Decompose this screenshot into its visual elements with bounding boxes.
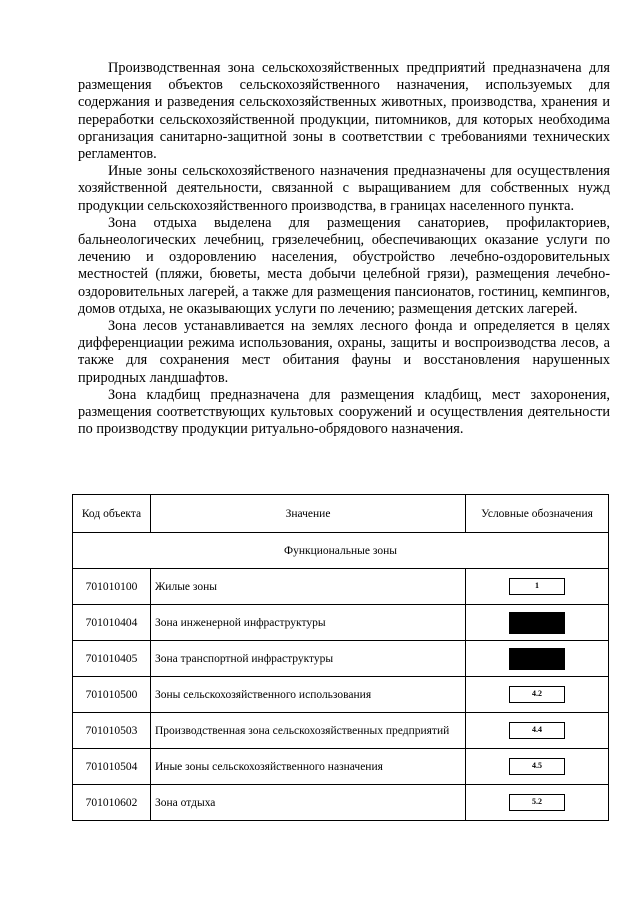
legend-symbol-filled: [509, 648, 565, 670]
document-body: [78, 60, 610, 438]
row-symbol-cell: [466, 677, 609, 713]
row-value: Производственная зона сельскохозяйственных предприятий: [151, 713, 466, 749]
row-code: 701010504: [73, 749, 151, 785]
table-row: [73, 569, 609, 605]
row-symbol-cell: [466, 641, 609, 677]
paragraph-forest-zone: Зона лесов устанавливается на землях лесного фонда и определяется в целях дифференциации режима использования, охраны, защиты и воспроизводства лесов, а также для сохранения мест обитания фауны и восстановления нарушенных природных ландшафтов.: [78, 318, 610, 386]
row-code: 701010503: [73, 713, 151, 749]
row-value: Иные зоны сельскохозяйственного назначения: [151, 749, 466, 785]
row-symbol-cell: [466, 605, 609, 641]
row-code: 701010602: [73, 785, 151, 821]
paragraph-recreation-zone: Зона отдыха выделена для размещения санаториев, профилакториев, бальнеологических лечебниц, грязелечебниц, обеспечивающих оказание услуги по лечению и оздоровлению населения, обустройство лечебно-оздоровительных местностей (пляжи, бюветы, места добычи целебной грязи), размещения лечебно-оздоровительных лагерей, а также для размещения пансионатов, гостиниц, кемпингов, домов отдыха, не оказывающих услуги по лечению; размещения детских лагерей.: [78, 214, 610, 317]
row-code: 701010404: [73, 605, 151, 641]
row-value: Зона транспортной инфраструктуры: [151, 641, 466, 677]
legend-symbol: 1: [509, 578, 565, 595]
table-section-row: [73, 533, 609, 569]
row-symbol-cell: [466, 569, 609, 605]
row-symbol-cell: [466, 749, 609, 785]
legend-symbol-filled: [509, 612, 565, 634]
header-code: Код объекта: [73, 495, 151, 533]
paragraph-other-agricultural-zones: Иные зоны сельскохозяйственого назначения предназначены для осуществления хозяйственной деятельности, связанной с выращиванием для собственных нужд продукции сельскохозяйственного производства, в границах населенного пункта.: [78, 163, 610, 214]
paragraph-cemetery-zone: Зона кладбищ предназначена для размещения кладбищ, мест захоронения, размещения соответствующих культовых сооружений и осуществления деятельности по производству продукции ритуально-обрядового назначения.: [78, 386, 610, 438]
row-code: 701010405: [73, 641, 151, 677]
legend-symbol: 5.2: [509, 794, 565, 811]
legend-symbol: 4.5: [509, 758, 565, 775]
paragraph-production-zone: Производственная зона сельскохозяйственных предприятий предназначена для размещения объектов сельскохозяйственного назначения, используемых для содержания и разведения сельскохозяйственных животных, производства, хранения и переработки сельскохозяйственной продукции, питомников, для которых необходима организация санитарно-защитной зоны в соответствии с требованиями технических регламентов.: [78, 60, 610, 163]
header-value: Значение: [151, 495, 466, 533]
row-code: 701010100: [73, 569, 151, 605]
section-title: Функциональные зоны: [73, 533, 609, 569]
row-value: Жилые зоны: [151, 569, 466, 605]
row-value: Зона инженерной инфраструктуры: [151, 605, 466, 641]
row-value: Зоны сельскохозяйственного использования: [151, 677, 466, 713]
table-row: [73, 785, 609, 821]
zone-codes-table: [72, 494, 609, 821]
table-header-row: [73, 495, 609, 533]
row-symbol-cell: [466, 785, 609, 821]
table-row: [73, 677, 609, 713]
row-value: Зона отдыха: [151, 785, 466, 821]
row-symbol-cell: [466, 713, 609, 749]
row-code: 701010500: [73, 677, 151, 713]
table-row: [73, 641, 609, 677]
legend-symbol: 4.2: [509, 686, 565, 703]
table-row: [73, 749, 609, 785]
header-symbol: Условные обозначения: [466, 495, 609, 533]
table-row: [73, 713, 609, 749]
legend-symbol: 4.4: [509, 722, 565, 739]
table-row: [73, 605, 609, 641]
